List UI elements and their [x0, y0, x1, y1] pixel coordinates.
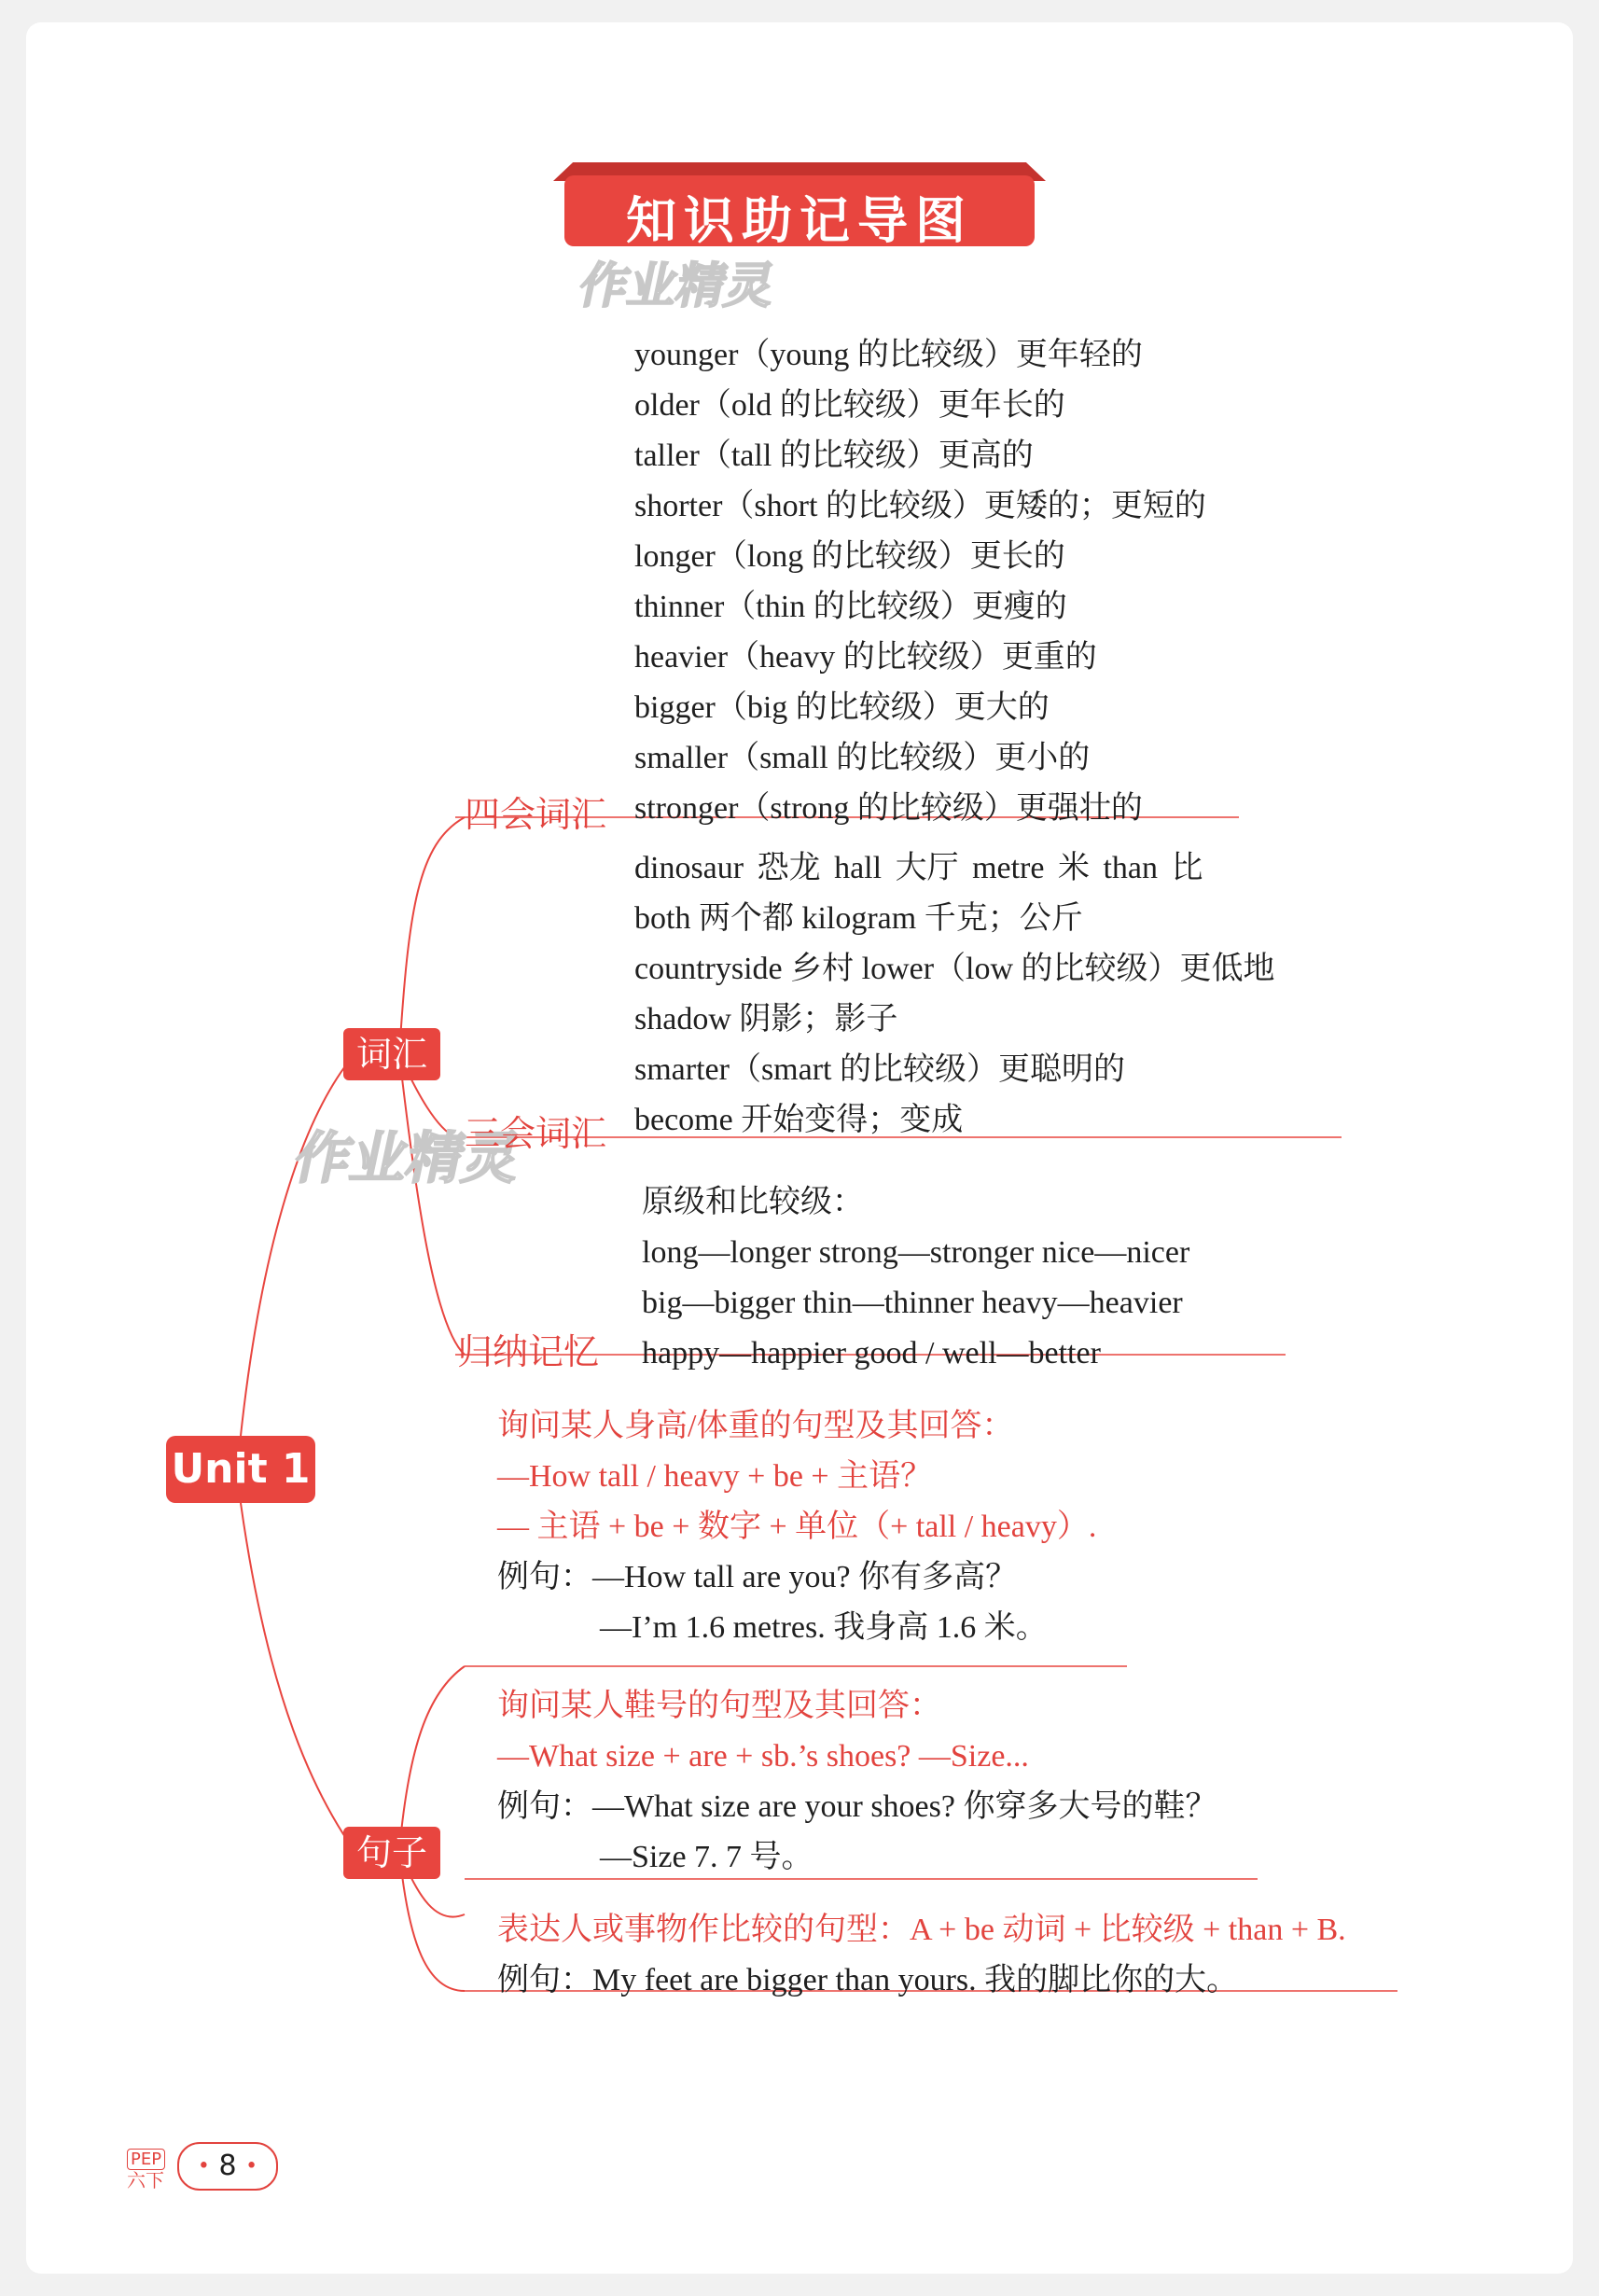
summary-label: 归纳记忆	[457, 1331, 600, 1372]
series-badge	[127, 2148, 165, 2191]
example-label: 例句：	[497, 1560, 592, 1594]
list-item: longer（long 的比较级）更长的	[634, 539, 1065, 574]
sentence-block-height-weight	[497, 1401, 1096, 1653]
example-line: —I’m 1.6 metres. 我身高 1.6 米。	[600, 1610, 1048, 1645]
pattern-line: —How tall / heavy + be + 主语？	[497, 1459, 933, 1494]
list-item: younger（young 的比较级）更年轻的	[634, 338, 1143, 372]
watermark-top: 作业精灵	[574, 258, 781, 314]
list-item: smaller（small 的比较级）更小的	[634, 741, 1091, 775]
section-heading: 询问某人身高/体重的句型及其回答：	[497, 1409, 1014, 1443]
pattern-line: —What size + are + sb.’s shoes? —Size...	[497, 1739, 1029, 1774]
list-item: thinner（thin 的比较级）更瘦的	[634, 590, 1067, 624]
title-banner	[553, 162, 1046, 250]
summary-list	[642, 1177, 1189, 1379]
grade-label: 六下	[127, 2169, 164, 2192]
list-item: stronger（strong 的比较级）更强壮的	[634, 791, 1143, 826]
example-text: —How tall are you? 你有多高？	[592, 1560, 1018, 1594]
example-line	[497, 1552, 1096, 1603]
example-text: —What size are your shoes? 你穿多大号的鞋？	[592, 1789, 1217, 1824]
list-item: 原级和比较级：	[642, 1185, 864, 1219]
watermark-middle: 作业精灵	[288, 1126, 527, 1191]
example-label: 例句：	[497, 1963, 592, 1997]
sentence-block-shoe-size	[497, 1681, 1217, 1883]
three-skill-label: 三会词汇	[465, 1113, 607, 1154]
dot-icon: •	[197, 2154, 210, 2178]
root-node: Unit 1	[166, 1436, 315, 1503]
example-text: My feet are bigger than yours. 我的脚比你的大。	[592, 1963, 1239, 1997]
four-skill-list	[634, 330, 1206, 834]
list-item: taller（tall 的比较级）更高的	[634, 438, 1034, 473]
list-item: shorter（short 的比较级）更矮的；更短的	[634, 489, 1206, 523]
list-item: smarter（smart 的比较级）更聪明的	[634, 1052, 1125, 1087]
sentence-block-comparison	[497, 1905, 1346, 2006]
example-line	[497, 1955, 1346, 2006]
section-heading: 询问某人鞋号的句型及其回答：	[497, 1689, 941, 1723]
sentences-branch-tag: 句子	[343, 1827, 440, 1879]
list-item: countryside 乡村 lower（low 的比较级）更低地	[634, 952, 1275, 986]
list-item: dinosaur 恐龙 hall 大厅 metre 米 than 比	[634, 851, 1203, 885]
four-skill-label: 四会词汇	[465, 794, 607, 835]
page	[26, 22, 1573, 2274]
example-label: 例句：	[497, 1789, 592, 1824]
list-item: both 两个都 kilogram 千克；公斤	[634, 901, 1083, 936]
list-item: big—bigger thin—thinner heavy—heavier	[642, 1286, 1183, 1320]
section-heading: 表达人或事物作比较的句型：A + be 动词 + 比较级 + than + B.	[497, 1913, 1346, 1947]
page-number-value: 8	[218, 2150, 237, 2182]
dot-icon: •	[245, 2154, 258, 2178]
vocab-branch-tag: 词汇	[343, 1028, 440, 1080]
page-title: 知识助记导图	[626, 191, 973, 250]
list-item: shadow 阴影；影子	[634, 1002, 898, 1037]
list-item: become 开始变得；变成	[634, 1103, 964, 1137]
example-line	[497, 1782, 1217, 1832]
example-line: —Size 7. 7 号。	[600, 1840, 813, 1874]
list-item: happy—happier good / well—better	[642, 1336, 1101, 1371]
list-item: older（old 的比较级）更年长的	[634, 388, 1065, 423]
list-item: heavier（heavy 的比较级）更重的	[634, 640, 1097, 675]
list-item: bigger（big 的比较级）更大的	[634, 690, 1050, 725]
three-skill-list	[634, 843, 1275, 1146]
page-number	[177, 2142, 278, 2191]
pattern-line: — 主语 + be + 数字 + 单位（+ tall / heavy）.	[497, 1510, 1097, 1544]
list-item: long—longer strong—stronger nice—nicer	[642, 1235, 1190, 1270]
series-label: PEP	[127, 2149, 165, 2170]
